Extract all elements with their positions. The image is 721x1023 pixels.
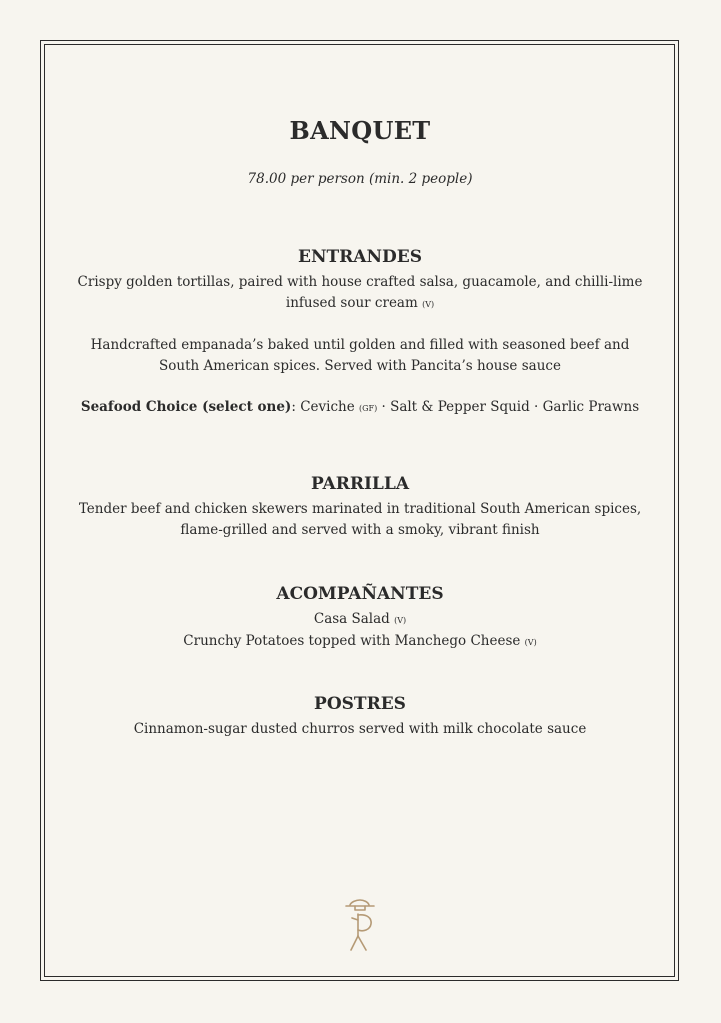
dietary-tag: (V): [394, 616, 407, 625]
dietary-tag: (V): [524, 638, 537, 647]
menu-item-crunchy-potatoes: [60, 631, 660, 653]
menu-item-empanadas: Handcrafted empanada’s baked until golden and filled with seasoned beef and South American spices. Served with Pancita’s house sauce: [90, 337, 630, 374]
seafood-choice-colon: :: [291, 399, 296, 415]
section-acompanantes: [60, 583, 660, 653]
seafood-choice-label: Seafood Choice (select one): [80, 399, 292, 415]
section-heading-postres: POSTRES: [314, 694, 406, 714]
seafood-option-ceviche: Ceviche: [300, 399, 355, 415]
menu-item-crunchy-potatoes-text: Crunchy Potatoes topped with Manchego Cheese: [183, 633, 521, 649]
menu-item-churros: Cinnamon-sugar dusted churros served with milk chocolate sauce: [133, 721, 587, 737]
menu-title: BANQUET: [289, 116, 431, 145]
menu-item-tortillas: [60, 272, 660, 315]
menu-item-casa-salad-text: Casa Salad: [313, 611, 390, 627]
dietary-tag: (V): [422, 300, 435, 309]
section-heading-acompanantes: ACOMPAÑANTES: [276, 584, 444, 604]
menu-item-tortillas-text: Crispy golden tortillas, paired with house crafted salsa, guacamole, and chilli-lime infused sour cream: [77, 274, 643, 311]
menu-item-seafood-choice: [60, 397, 660, 419]
section-heading-entrandes: ENTRANDES: [298, 247, 422, 267]
section-parrilla: [60, 473, 660, 541]
menu-price-subtitle: 78.00 per person (min. 2 people): [247, 171, 473, 187]
pancita-monogram-icon: [337, 896, 383, 956]
section-heading-parrilla: PARRILLA: [310, 474, 410, 494]
seafood-options-rest: · Salt & Pepper Squid · Garlic Prawns: [381, 399, 640, 415]
dietary-tag: (GF): [359, 404, 378, 413]
section-postres: [60, 693, 660, 740]
section-entrandes: [60, 246, 660, 419]
menu-item-skewers: Tender beef and chicken skewers marinated in traditional South American spices, flame-grilled and served with a smoky, vibrant finish: [78, 501, 642, 538]
menu-item-casa-salad: [60, 609, 660, 631]
